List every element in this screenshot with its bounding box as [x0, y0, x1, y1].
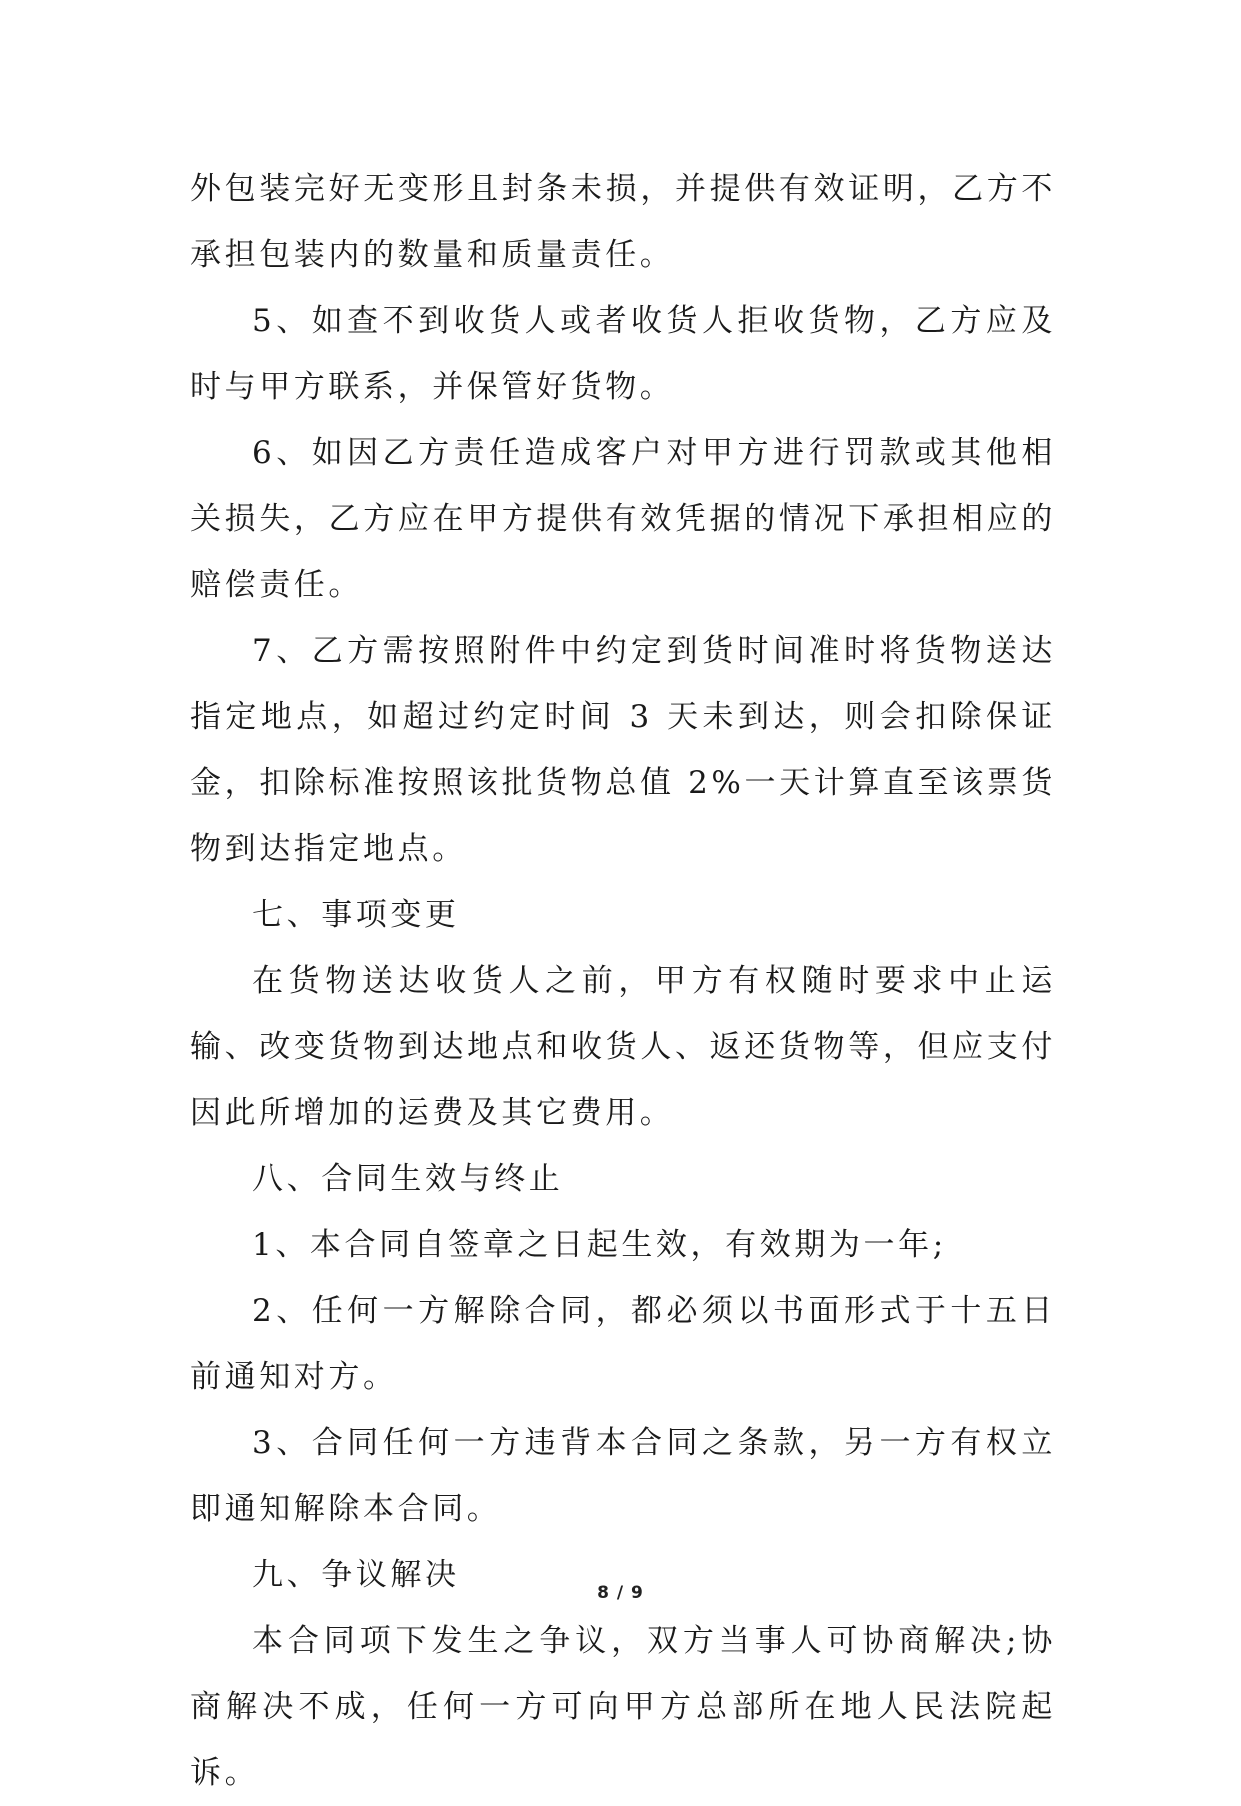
document-body — [190, 156, 1056, 1806]
section-heading-9: 九、争议解决 — [252, 1557, 460, 1593]
section-heading-7: 七、事项变更 — [252, 897, 460, 933]
clause-7: 7、乙方需按照附件中约定到货时间准时将货物送达指定地点，如超过约定时间 3 天未到达，则会扣除保证金，扣除标准按照该批货物总值 2%一天计算直至该票货物到达指定地点。 — [190, 633, 1056, 867]
paragraph-continuation: 外包装完好无变形且封条未损，并提供有效证明，乙方不承担包装内的数量和质量责任。 — [190, 171, 1056, 273]
clause-6: 6、如因乙方责任造成客户对甲方进行罚款或其他相关损失，乙方应在甲方提供有效凭据的情况下承担相应的赔偿责任。 — [190, 435, 1056, 603]
page-number: 8 / 9 — [597, 1583, 644, 1603]
section-heading-8: 八、合同生效与终止 — [252, 1161, 564, 1197]
clause-5: 5、如查不到收货人或者收货人拒收货物，乙方应及时与甲方联系，并保管好货物。 — [190, 303, 1056, 405]
section-7-body: 在货物送达收货人之前，甲方有权随时要求中止运输、改变货物到达地点和收货人、返还货物等，但应支付因此所增加的运费及其它费用。 — [190, 963, 1056, 1131]
section-8-clause-1: 1、本合同自签章之日起生效，有效期为一年; — [252, 1227, 947, 1263]
section-9-body: 本合同项下发生之争议，双方当事人可协商解决;协商解决不成，任何一方可向甲方总部所在地人民法院起诉。 — [190, 1623, 1056, 1791]
section-8-clause-3: 3、合同任何一方违背本合同之条款，另一方有权立即通知解除本合同。 — [190, 1425, 1056, 1527]
section-8-clause-2: 2、任何一方解除合同，都必须以书面形式于十五日前通知对方。 — [190, 1293, 1056, 1395]
